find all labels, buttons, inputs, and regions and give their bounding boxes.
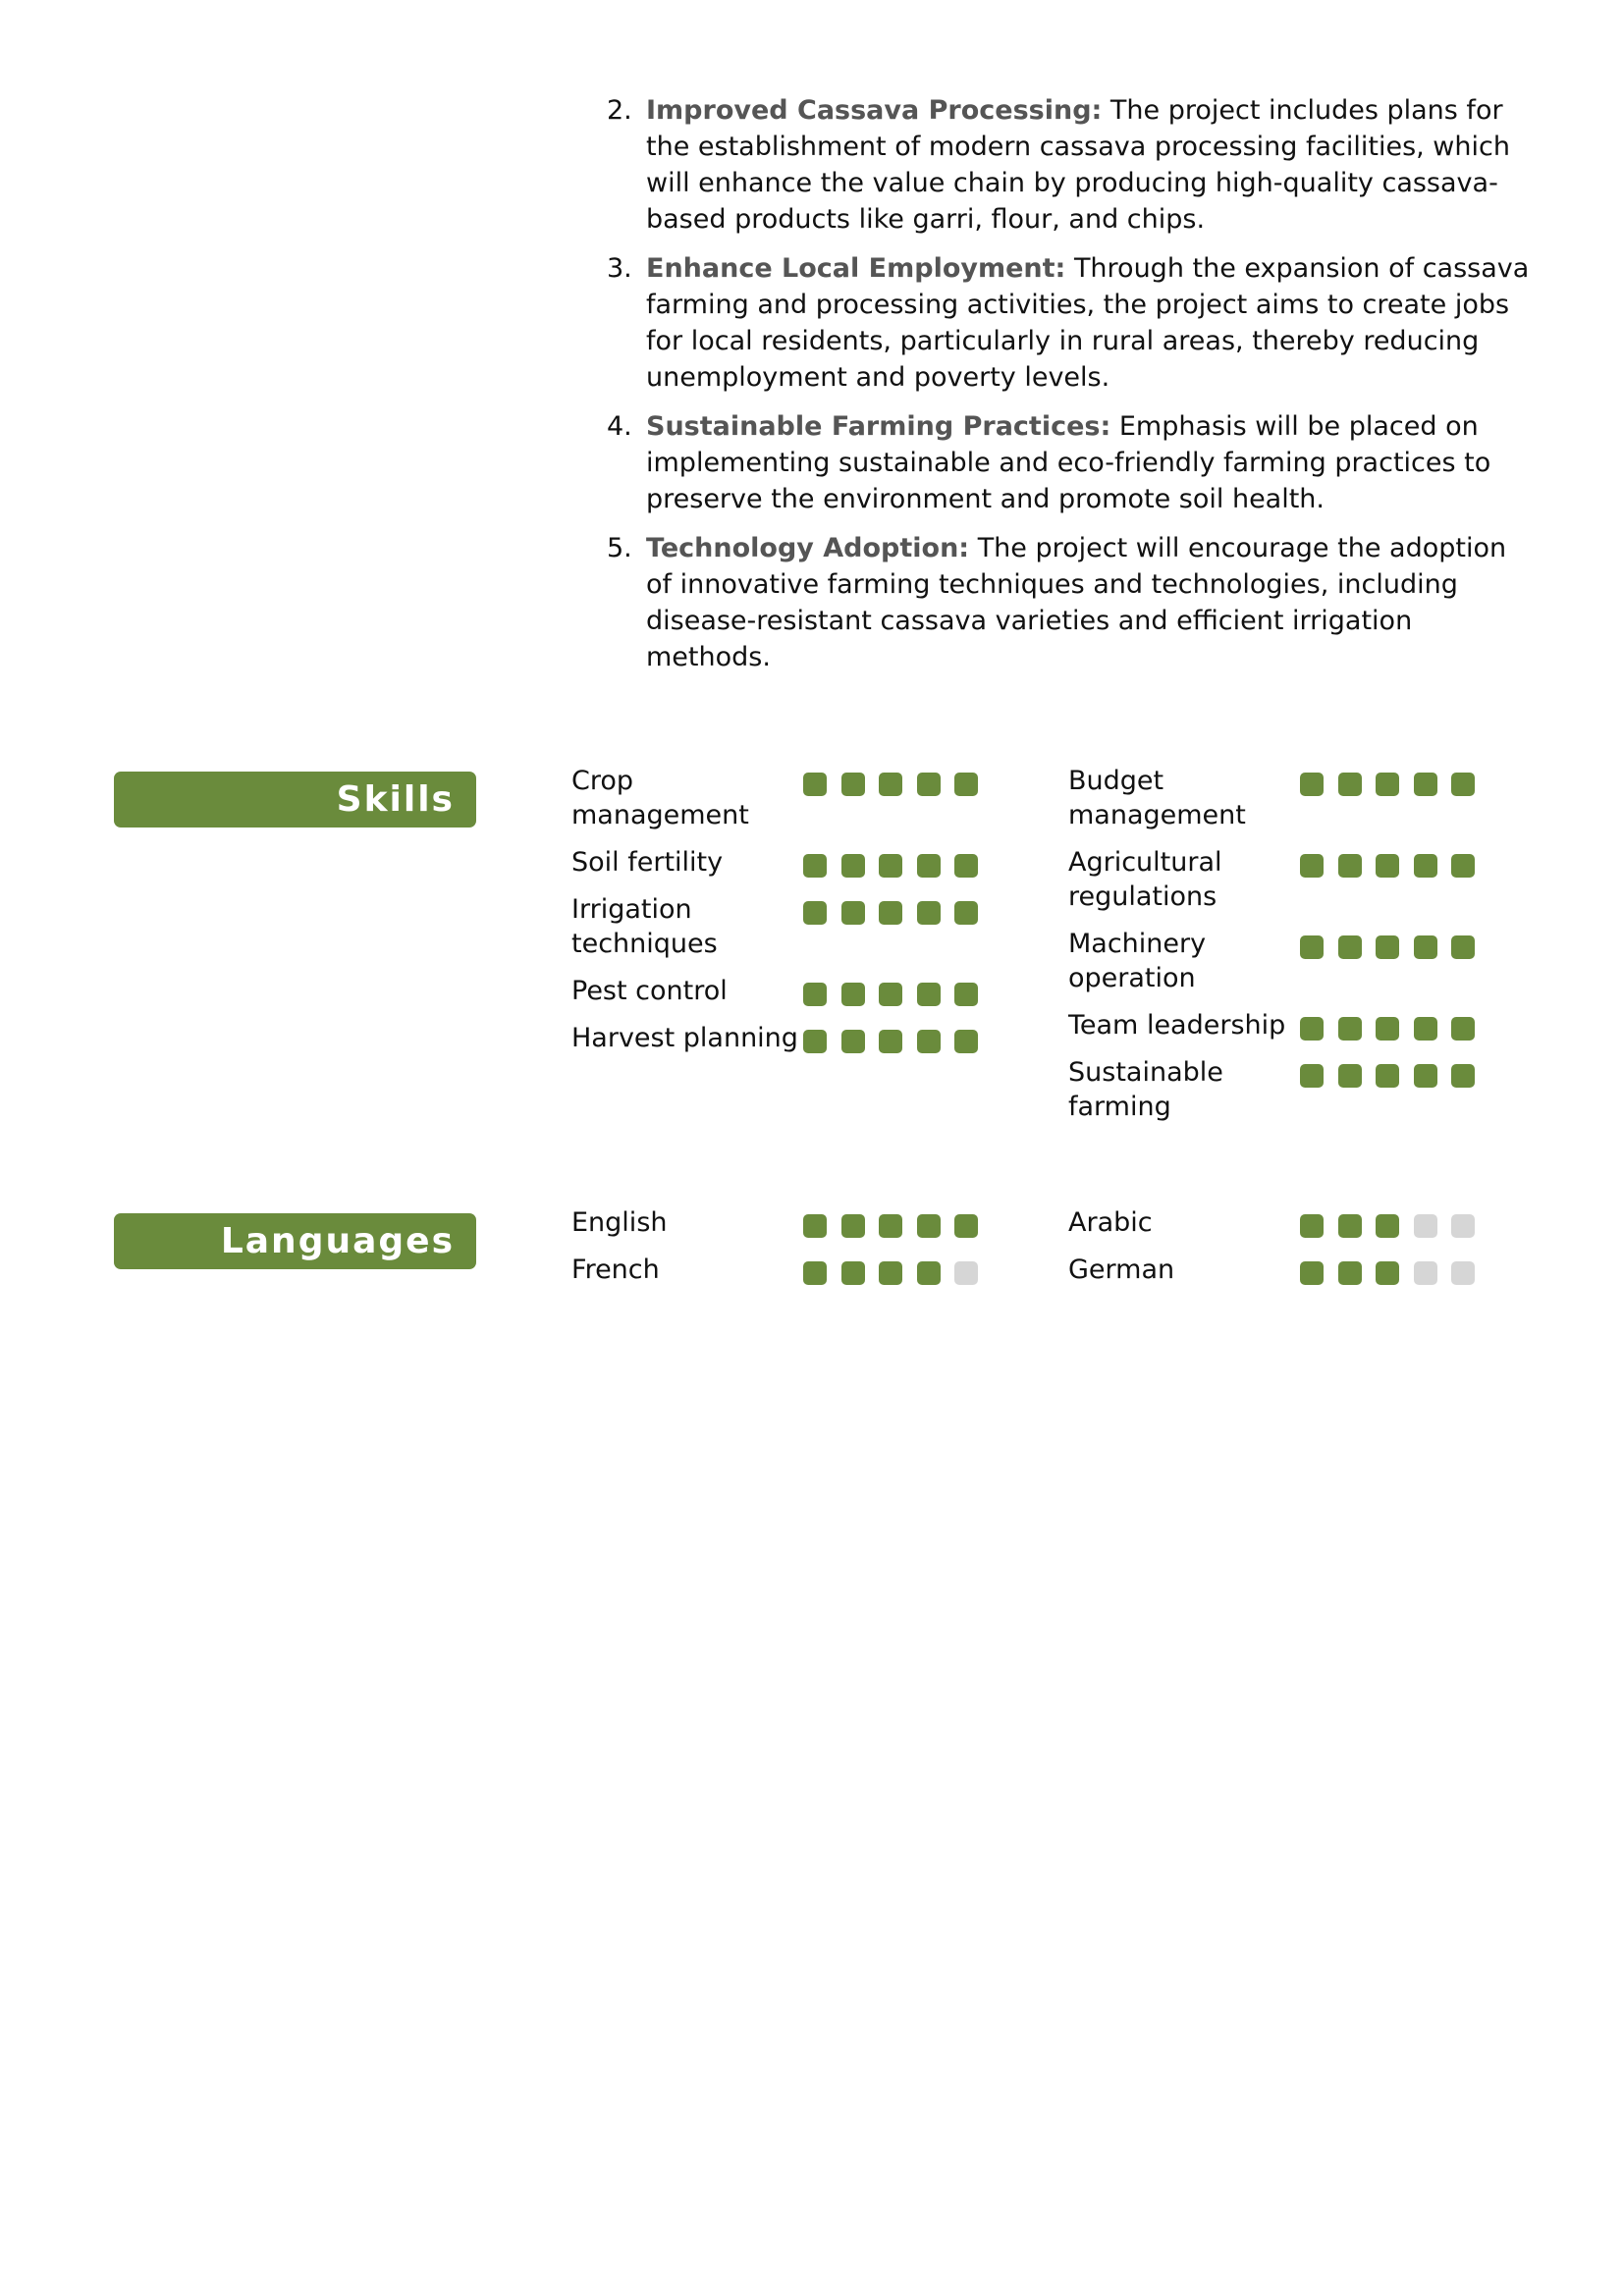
rating-dots — [803, 1021, 978, 1053]
rating-dots — [803, 764, 978, 796]
skills-column-left — [571, 764, 994, 1068]
objectives-list — [589, 92, 1532, 688]
rating-dot-filled — [1300, 1214, 1324, 1238]
rating-dot-filled — [1300, 1017, 1324, 1041]
rating-dots — [1300, 927, 1475, 959]
rating-dot-filled — [841, 773, 865, 796]
rating-dot-filled — [917, 1214, 941, 1238]
rating-dot-filled — [841, 854, 865, 878]
rating-label: Sustainable farming — [1068, 1057, 1223, 1122]
rating-dot-filled — [917, 1030, 941, 1053]
rating-dot-filled — [1338, 854, 1362, 878]
rating-dot-filled — [841, 1214, 865, 1238]
rating-dot-filled — [1414, 773, 1437, 796]
rating-dot-filled — [1414, 1064, 1437, 1088]
rating-dot-filled — [917, 854, 941, 878]
rating-dot-filled — [954, 773, 978, 796]
rating-dot-filled — [879, 1214, 902, 1238]
rating-label: Agricultural regulations — [1068, 847, 1222, 912]
rating-dot-filled — [1414, 1017, 1437, 1041]
rating-dot-filled — [1451, 1064, 1475, 1088]
rating-row — [1068, 764, 1490, 832]
rating-dots — [1300, 1253, 1475, 1285]
rating-label: English — [571, 1207, 668, 1238]
objective-text: The project includes plans for the establishment of modern cassava processing facilities, which will enhance the value chain by producing high-quality cassava-based products like garri, flour, and chips. — [646, 95, 1510, 235]
rating-dots — [1300, 764, 1475, 796]
languages-column-right — [1068, 1205, 1490, 1300]
rating-row — [571, 845, 994, 880]
rating-dot-filled — [917, 773, 941, 796]
rating-row — [1068, 927, 1490, 995]
rating-dot-filled — [1338, 1064, 1362, 1088]
rating-dot-filled — [879, 773, 902, 796]
rating-dots — [803, 845, 978, 878]
rating-row — [571, 764, 994, 832]
rating-dots — [803, 892, 978, 925]
objective-item — [589, 530, 1532, 675]
rating-dot-filled — [1376, 773, 1399, 796]
rating-dot-filled — [1376, 1064, 1399, 1088]
rating-row — [571, 892, 994, 961]
rating-dot-filled — [954, 854, 978, 878]
rating-dot-filled — [1338, 935, 1362, 959]
rating-label: Arabic — [1068, 1207, 1153, 1238]
rating-row — [1068, 1253, 1490, 1287]
rating-dot-filled — [917, 983, 941, 1006]
rating-dot-empty — [1451, 1261, 1475, 1285]
objective-title: Enhance Local Employment: — [646, 253, 1066, 284]
rating-label: Soil fertility — [571, 847, 724, 878]
rating-dot-filled — [1338, 1261, 1362, 1285]
rating-dot-filled — [1451, 935, 1475, 959]
objective-number: 4. — [607, 411, 632, 442]
rating-dot-filled — [803, 773, 827, 796]
objective-number: 5. — [607, 533, 632, 563]
rating-row — [1068, 1205, 1490, 1240]
objective-text: Emphasis will be placed on implementing sustainable and eco-friendly farming practices to preserve the environment and promote soil health. — [646, 411, 1491, 514]
rating-dot-filled — [1451, 1017, 1475, 1041]
rating-dot-filled — [1300, 773, 1324, 796]
rating-dot-filled — [1451, 854, 1475, 878]
rating-dot-filled — [917, 901, 941, 925]
rating-dot-filled — [841, 901, 865, 925]
objective-number: 3. — [607, 253, 632, 284]
rating-label: French — [571, 1255, 660, 1285]
rating-dot-filled — [954, 1030, 978, 1053]
rating-dot-filled — [954, 983, 978, 1006]
objective-title: Sustainable Farming Practices: — [646, 411, 1111, 442]
rating-label: Team leadership — [1068, 1010, 1286, 1041]
rating-label: Irrigation techniques — [571, 894, 718, 959]
objective-title: Improved Cassava Processing: — [646, 95, 1103, 126]
rating-dot-filled — [1300, 854, 1324, 878]
rating-dot-empty — [1451, 1214, 1475, 1238]
rating-row — [1068, 1055, 1490, 1124]
rating-dot-filled — [917, 1261, 941, 1285]
rating-label: Harvest planning — [571, 1023, 798, 1053]
rating-dot-filled — [841, 1030, 865, 1053]
rating-dot-filled — [1338, 1017, 1362, 1041]
rating-dot-filled — [879, 983, 902, 1006]
rating-dot-filled — [803, 983, 827, 1006]
rating-dots — [1300, 1055, 1475, 1088]
rating-dot-filled — [1376, 854, 1399, 878]
rating-dot-filled — [1414, 854, 1437, 878]
rating-row — [571, 1253, 994, 1287]
skills-column-right — [1068, 764, 1490, 1137]
objective-number: 2. — [607, 95, 632, 126]
rating-dot-filled — [1300, 1261, 1324, 1285]
rating-dot-filled — [1338, 1214, 1362, 1238]
rating-label: Budget management — [1068, 766, 1246, 830]
rating-dot-filled — [879, 854, 902, 878]
rating-dot-empty — [954, 1261, 978, 1285]
rating-dot-empty — [1414, 1261, 1437, 1285]
languages-column-left — [571, 1205, 994, 1300]
rating-dot-filled — [1376, 1261, 1399, 1285]
rating-dot-filled — [1300, 935, 1324, 959]
objective-text: The project will encourage the adoption of innovative farming techniques and technologies, including disease-resistant cassava varieties and efficient irrigation methods. — [646, 533, 1507, 672]
rating-label: German — [1068, 1255, 1175, 1285]
objective-title: Technology Adoption: — [646, 533, 970, 563]
rating-dot-filled — [803, 901, 827, 925]
rating-dot-filled — [803, 1030, 827, 1053]
objective-item — [589, 92, 1532, 238]
rating-dot-filled — [1376, 1017, 1399, 1041]
rating-dot-filled — [841, 1261, 865, 1285]
rating-dot-filled — [1300, 1064, 1324, 1088]
languages-heading: Languages — [114, 1213, 476, 1269]
rating-dot-filled — [1451, 773, 1475, 796]
objective-text: Through the expansion of cassava farming and processing activities, the project aims to create jobs for local residents, particularly in rural areas, thereby reducing unemployment and poverty levels. — [646, 253, 1530, 393]
rating-dots — [1300, 1205, 1475, 1238]
rating-row — [1068, 845, 1490, 914]
rating-label: Pest control — [571, 976, 728, 1006]
rating-dot-filled — [803, 1261, 827, 1285]
rating-dot-filled — [803, 1214, 827, 1238]
rating-dots — [803, 1253, 978, 1285]
rating-row — [571, 1021, 994, 1055]
rating-dot-filled — [1376, 1214, 1399, 1238]
rating-dot-filled — [1414, 935, 1437, 959]
rating-dots — [803, 974, 978, 1006]
rating-dots — [1300, 1008, 1475, 1041]
rating-dot-filled — [879, 1030, 902, 1053]
rating-dot-filled — [1338, 773, 1362, 796]
rating-row — [571, 1205, 994, 1240]
rating-label: Machinery operation — [1068, 929, 1207, 993]
rating-dot-filled — [954, 1214, 978, 1238]
rating-dot-filled — [879, 1261, 902, 1285]
rating-dot-filled — [879, 901, 902, 925]
rating-dot-filled — [803, 854, 827, 878]
rating-dot-filled — [954, 901, 978, 925]
rating-dots — [1300, 845, 1475, 878]
rating-label: Crop management — [571, 766, 749, 830]
rating-row — [1068, 1008, 1490, 1042]
objective-item — [589, 250, 1532, 396]
rating-dots — [803, 1205, 978, 1238]
rating-row — [571, 974, 994, 1008]
rating-dot-empty — [1414, 1214, 1437, 1238]
skills-heading: Skills — [114, 772, 476, 828]
objective-item — [589, 408, 1532, 517]
rating-dot-filled — [841, 983, 865, 1006]
rating-dot-filled — [1376, 935, 1399, 959]
